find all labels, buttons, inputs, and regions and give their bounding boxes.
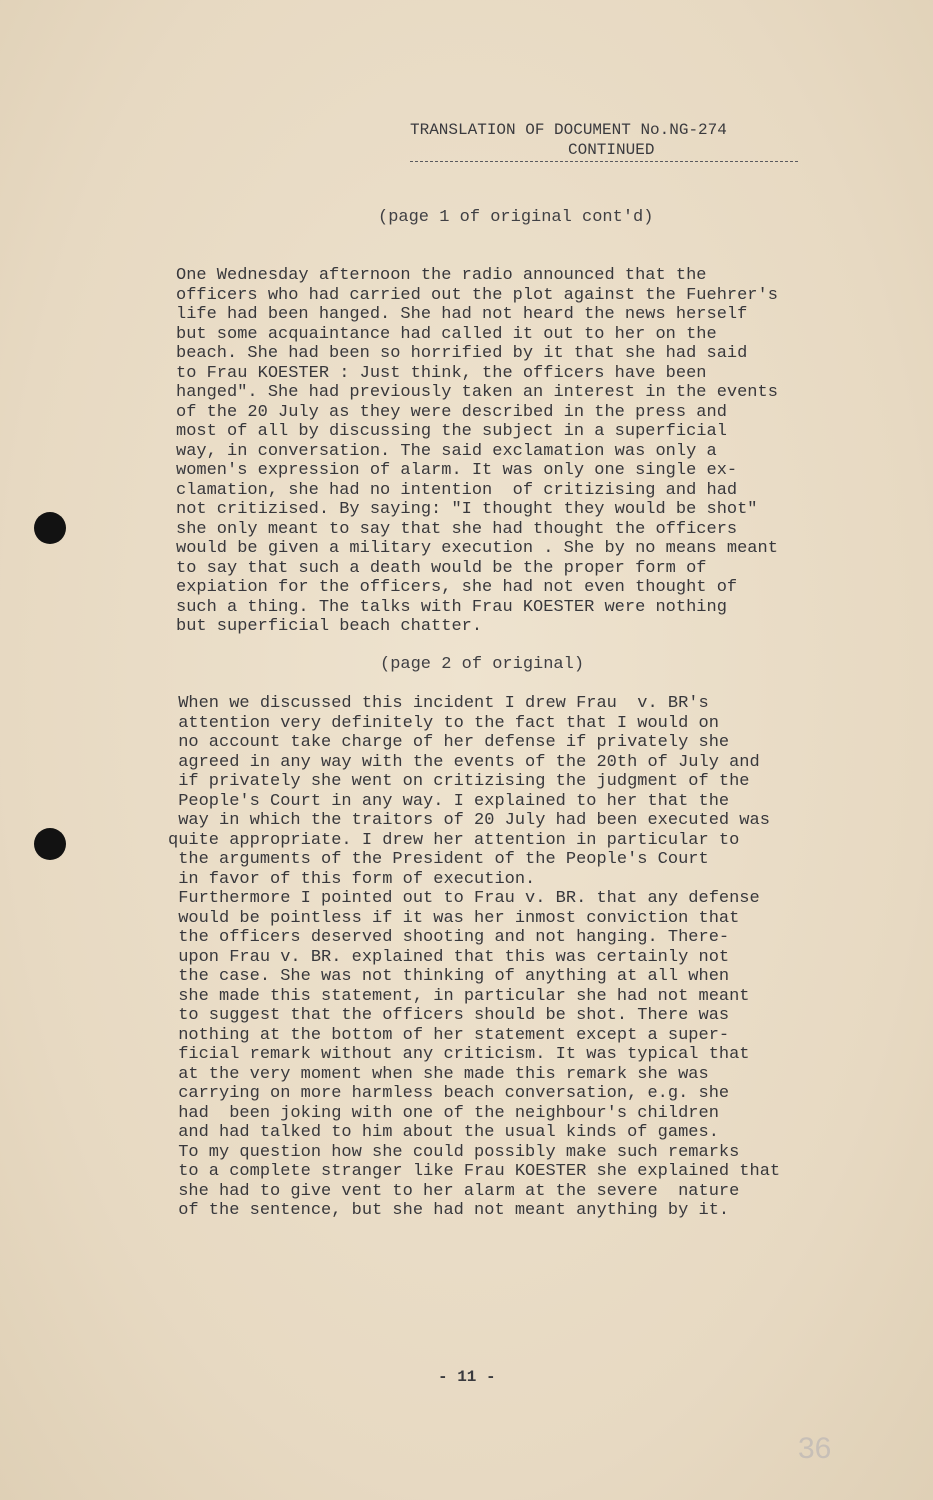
body-paragraph-first: One Wednesday afternoon the radio announced that the officers who had carried out the plot against the Fuehrer's life had been hanged. She had not heard the news herself but some acquaintance had called it out to her on the beach. She had been so horrified by it that she had said to Frau KOESTER : Just think, the officers have been hanged". She had previously taken an interest in the events of the 20 July as they were described in the press and most of all by discussing the subject in a superficial way, in conversation. The said exclamation was only a women's expression of alarm. It was only one single ex- clamation, she had no intention of critizising and had not critizised. By saying: "I thought they would be shot" she only meant to say that she had thought the officers would be given a military execution . She by no means meant to say that such a death would be the proper form of expiation for the officers, she had not even thought of such a thing. The talks with Frau KOESTER were nothing but superficial beach chatter. <box>176 266 778 636</box>
header-underline <box>410 161 798 162</box>
page-reference-second: (page 2 of original) <box>380 655 585 674</box>
punch-hole-bottom <box>34 828 66 860</box>
header-continued: CONTINUED <box>568 141 655 159</box>
document-header <box>410 120 810 162</box>
page-number: - 11 - <box>438 1368 496 1386</box>
stamp-number: 36 <box>798 1432 832 1465</box>
body-paragraph-second: When we discussed this incident I drew Frau v. BR's attention very definitely to the fact that I would on no account take charge of her defense if privately she agreed in any way with the events of the 20th of July and if privately she went on critizising the judgment of the People's Court in any way. I explained to her that the way in which the traitors of 20 July had been executed was quite appropriate. I drew her attention in particular to the arguments of the President of the People's Court in favor of this form of execution. Furthermore I pointed out to Frau v. BR. that any defense would be pointless if it was her inmost conviction that the officers deserved shooting and not hanging. There- upon Frau v. BR. explained that this was certainly not the case. She was not thinking of anything at all when she made this statement, in particular she had not meant to suggest that the officers should be shot. There was nothing at the bottom of her statement except a super- ficial remark without any criticism. It was typical that at the very moment when she made this remark she was carrying on more harmless beach conversation, e.g. she had been joking with one of the neighbour's children and had talked to him about the usual kinds of games. To my question how she could possibly make such remarks to a complete stranger like Frau KOESTER she explained that she had to give vent to her alarm at the severe nature of the sentence, but she had not meant anything by it. <box>168 694 781 1220</box>
header-title: TRANSLATION OF DOCUMENT No.NG-274 <box>410 121 727 139</box>
page-reference-first: (page 1 of original cont'd) <box>378 208 654 227</box>
punch-hole-top <box>34 512 66 544</box>
